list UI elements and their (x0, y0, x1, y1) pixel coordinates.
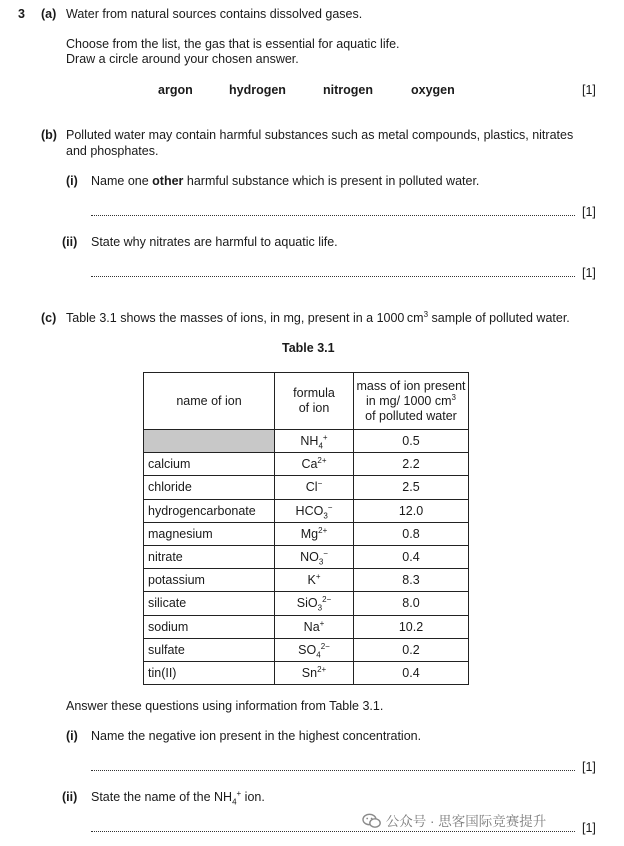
option-hydrogen[interactable]: hydrogen (229, 83, 286, 97)
ion-name: silicate (144, 592, 275, 615)
table-row (144, 430, 469, 453)
header-formula: formula of ion (275, 373, 354, 430)
ion-formula: $Ca^{2+}$ (275, 453, 354, 476)
ion-mass: 0.4 (354, 545, 469, 568)
ion-name: magnesium (144, 522, 275, 545)
ion-name: sodium (144, 615, 275, 638)
ion-mass: 8.3 (354, 569, 469, 592)
table-row (144, 615, 469, 638)
ion-mass: 0.5 (354, 430, 469, 453)
ion-formula: SiO$_3^{2-}$ (275, 592, 354, 615)
part-c-i-question: Name the negative ion present in the highest concentration. (91, 729, 422, 743)
ion-name: chloride (144, 476, 275, 499)
part-a-marks: [1] (582, 83, 596, 97)
table-row (144, 569, 469, 592)
ion-formula: $NH_4^+$ (275, 430, 354, 453)
table-row (144, 476, 469, 499)
part-b-i-answer-line[interactable] (91, 215, 575, 216)
wechat-icon (362, 813, 382, 832)
part-c-ii-label: (ii) (62, 790, 78, 804)
option-argon[interactable]: argon (158, 83, 193, 97)
part-b-intro-line-2: and phosphates. (66, 144, 159, 158)
ion-mass: 0.8 (354, 522, 469, 545)
ion-formula: $HCO_3^-$ (275, 499, 354, 522)
part-b-ii-label: (ii) (62, 235, 78, 249)
part-c-i-marks: [1] (582, 760, 596, 774)
table-row (144, 522, 469, 545)
part-a-intro: Water from natural sources contains dissolved gases. (66, 7, 363, 21)
part-b-ii-question: State why nitrates are harmful to aquatic life. (91, 235, 338, 249)
ion-name: calcium (144, 453, 275, 476)
table-row (144, 638, 469, 661)
part-c-i-answer-line[interactable] (91, 770, 575, 771)
ion-name-blank[interactable] (144, 430, 275, 453)
part-b-ii-answer-line[interactable] (91, 276, 575, 277)
table-title: Table 3.1 (282, 341, 335, 355)
ion-mass: 2.5 (354, 476, 469, 499)
part-a-instruction-1: Choose from the list, the gas that is essential for aquatic life. (66, 37, 400, 51)
part-b-intro-line-1: Polluted water may contain harmful substances such as metal compounds, plastics, nitrates (66, 128, 574, 142)
option-nitrogen[interactable]: nitrogen (323, 83, 373, 97)
part-a-label: (a) (41, 7, 57, 21)
part-c-i-label: (i) (66, 729, 78, 743)
ion-formula: $NO_3^-$ (275, 545, 354, 568)
part-c-label: (c) (41, 311, 57, 325)
option-oxygen[interactable]: oxygen (411, 83, 455, 97)
header-name: name of ion (144, 373, 275, 430)
part-c-ii-marks: [1] (582, 821, 596, 835)
part-b-i-label: (i) (66, 174, 78, 188)
ion-name: sulfate (144, 638, 275, 661)
ion-mass: 0.4 (354, 661, 469, 684)
question-number: 3 (18, 7, 25, 21)
ion-mass: 8.0 (354, 592, 469, 615)
part-c-ii-question: State the name of the $NH_4^+$ ion. (91, 788, 265, 807)
part-b-i-marks: [1] (582, 205, 596, 219)
part-c-answer-intro: Answer these questions using information from Table 3.1. (66, 699, 384, 713)
ion-table (143, 372, 469, 685)
ion-mass: 12.0 (354, 499, 469, 522)
part-b-i-question: Name one other harmful substance which is present in polluted water. (91, 174, 480, 188)
table-row (144, 545, 469, 568)
table-row (144, 592, 469, 615)
table-row (144, 453, 469, 476)
ion-name: tin(II) (144, 661, 275, 684)
ion-mass: 2.2 (354, 453, 469, 476)
ion-name: hydrogencarbonate (144, 499, 275, 522)
part-b-label: (b) (41, 128, 57, 142)
table-row (144, 661, 469, 684)
ion-name: potassium (144, 569, 275, 592)
ion-mass: 10.2 (354, 615, 469, 638)
ion-formula: K+ (275, 569, 354, 592)
ion-formula: $Sn^{2+}$ (275, 661, 354, 684)
ion-mass: 0.2 (354, 638, 469, 661)
part-a-instruction-2: Draw a circle around your chosen answer. (66, 52, 299, 66)
ion-formula: $Mg^{2+}$ (275, 522, 354, 545)
header-mass: mass of ion present in mg/ 1000 $cm^3$ of polluted water (354, 373, 469, 430)
ion-formula: Na+ (275, 615, 354, 638)
watermark: 公众号 · 思客国际竞赛提升 (362, 810, 546, 832)
ion-formula: $SO_4^{2-}$ (275, 638, 354, 661)
table-row (144, 499, 469, 522)
part-c-intro: Table 3.1 shows the masses of ions, in mg, present in a 1000 $cm^3$ sample of polluted water. (66, 309, 570, 325)
part-b-ii-marks: [1] (582, 266, 596, 280)
ion-name: nitrate (144, 545, 275, 568)
ion-formula: Cl− (275, 476, 354, 499)
